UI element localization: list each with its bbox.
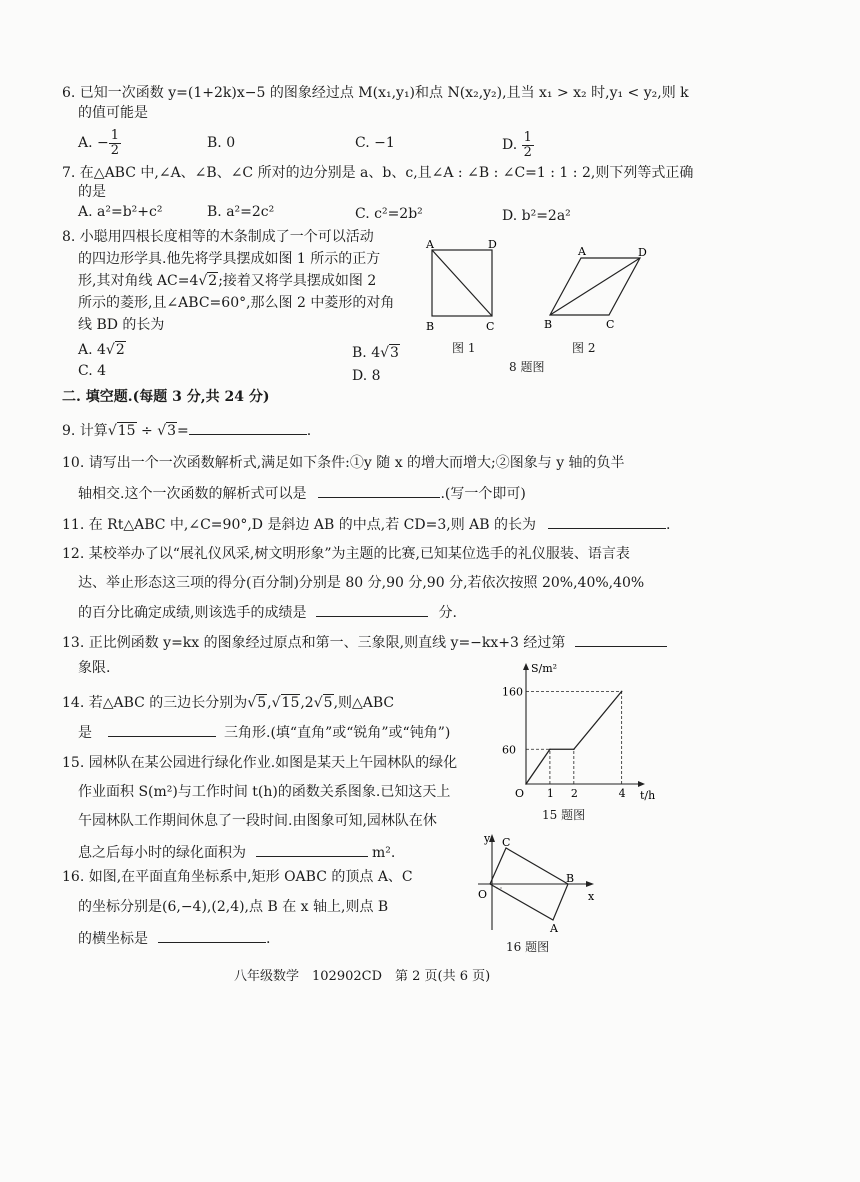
origin-label: O [515,787,525,800]
fig2-label-d: D [638,246,647,259]
q10-answer-blank[interactable] [318,483,440,498]
q14-line1: 14. 若△ABC 的三边长分别为√5,√15,2√5,则△ABC [62,695,395,711]
y-axis-label: S/m² [531,662,558,675]
fig2-label-c: C [606,318,615,331]
q15-caption: 15 题图 [542,808,586,822]
q7-option-c: C. c²=2b² [355,206,423,222]
q15-chart [496,662,656,804]
q8-figure-caption: 8 题图 [509,360,545,374]
x-tick-label: 2 [570,787,578,800]
q7-option-d: D. b²=2a² [502,208,571,224]
q10-line2: 轴相交.这个一次函数的解析式可以是 .(写一个即可) [78,483,526,503]
q7-line2: 的是 [78,184,106,200]
q8-line4: 所示的菱形,且∠ABC=60°,那么图 2 中菱形的对角 [78,295,395,311]
q14-line2: 是 三角形.(填“直角”或“锐角”或“钝角”) [78,722,450,742]
q16-label-b: B [566,872,575,885]
data-point [573,748,575,750]
y-tick-label: 60 [502,743,516,757]
q13-answer-blank[interactable] [575,632,667,647]
q9: 9. 计算√15 ÷ √3= . [62,420,311,440]
q16-line1: 16. 如图,在平面直角坐标系中,矩形 OABC 的顶点 A、C [62,869,413,885]
fig1-label-a: A [426,238,434,251]
q16-label-a: A [550,922,558,935]
q16-line2: 的坐标分别是(6,−4),(2,4),点 B 在 x 轴上,则点 B [78,899,389,915]
q8-figure1-square [420,236,506,336]
q11-answer-blank[interactable] [548,514,666,529]
q7-line1: 7. 在△ABC 中,∠A、∠B、∠C 所对的边分别是 a、b、c,且∠A : ∠B : ∠C=1 : 1 : 2,则下列等式正确 [62,165,694,181]
q15-line4: 息之后每小时的绿化面积为 m². [78,842,395,862]
series-line [526,691,622,784]
fig1-label-b: B [426,320,435,333]
fig1-label-d: D [488,238,497,251]
q12-line2: 达、举止形态这三项的得分(百分制)分别是 80 分,90 分,90 分,若依次按照 20%,40%,40% [78,575,645,591]
q12-answer-blank[interactable] [316,602,428,617]
q15-line1: 15. 园林队在某公园进行绿化作业.如图是某天上午园林队的绿化 [62,755,458,771]
q11: 11. 在 Rt△ABC 中,∠C=90°,D 是斜边 AB 的中点,若 CD=3,则 AB 的长为 . [62,514,670,534]
q16-line3: 的横坐标是 . [78,928,270,948]
q15-line2: 作业面积 S(m²)与工作时间 t(h)的函数关系图象.已知这天上 [78,784,451,800]
q8-line2: 的四边形学具.他先将学具摆成如图 1 所示的正方 [78,251,381,267]
q16-label-c: C [502,836,511,849]
q14-answer-blank[interactable] [108,722,216,737]
fig1-label-c: C [486,320,495,333]
q15-answer-blank[interactable] [256,842,368,857]
fig1-caption: 图 1 [452,341,476,355]
fig2-label-b: B [544,318,553,331]
x-tick-label: 4 [618,787,626,800]
q7-option-a: A. a²=b²+c² [78,204,163,220]
q6-line1: 6. 已知一次函数 y=(1+2k)x−5 的图象经过点 M(x₁,y₁)和点 N(x₂,y₂),且当 x₁ > x₂ 时,y₁ < y₂,则 k [62,85,689,101]
q8-line5: 线 BD 的长为 [78,317,165,333]
q13-line2: 象限. [78,660,111,676]
fig2-caption: 图 2 [572,341,596,355]
page-footer: 八年级数学 102902CD 第 2 页(共 6 页) [234,969,491,984]
q8-figure2-rhombus [540,244,656,336]
data-point [549,748,551,750]
y-axis-arrow [523,663,529,670]
section2-heading: 二. 填空题.(每题 3 分,共 24 分) [62,389,270,405]
q10-line1: 10. 请写出一个一次函数解析式,满足如下条件:①y 随 x 的增大而增大;②图象与 y 轴的负半 [62,455,625,471]
q16-label-x: x [588,890,595,903]
x-tick-label: 1 [546,787,554,800]
q6-line2: 的值可能是 [78,105,148,121]
fig2-label-a: A [578,245,586,258]
q16-answer-blank[interactable] [158,928,266,943]
q16-figure [470,830,600,938]
data-point [621,691,623,693]
q6-option-c: C. −1 [355,135,395,151]
q13-line1: 13. 正比例函数 y=kx 的图象经过原点和第一、三象限,则直线 y=−kx+3 经过第 [62,632,667,652]
x-axis-label: t/h [640,789,656,802]
q16-caption: 16 题图 [506,940,550,954]
q12-line1: 12. 某校举办了以“展礼仪风采,树文明形象”为主题的比赛,已知某位选手的礼仪服装、语言表 [62,546,630,562]
q12-line3: 的百分比确定成绩,则该选手的成绩是 分. [78,602,457,622]
q6-option-d: D. $\frac{1}{2}$ [502,129,532,160]
q9-answer-blank[interactable] [189,420,307,435]
q8-option-b: B. 4√3 [352,345,399,361]
q6-option-a: A. − $\frac{1}{2}$ [78,127,120,158]
q6-option-b: B. 0 [207,135,236,151]
q8-line1: 8. 小聪用四根长度相等的木条制成了一个可以活动 [62,229,374,245]
q8-option-d: D. 8 [352,368,381,384]
y-tick-label: 160 [502,685,523,699]
q15-line3: 午园林队工作期间休息了一段时间.由图象可知,园林队在休 [78,813,437,829]
x-axis-arrow [638,781,645,787]
q8-option-a: A. 4√2 [78,342,125,358]
data-point [525,783,527,785]
q8-line3: 形,其对角线 AC=4√2;接着又将学具摆成如图 2 [78,273,377,289]
q8-option-c: C. 4 [78,363,107,379]
q7-option-b: B. a²=2c² [207,204,275,220]
q16-label-y: y [484,832,491,845]
q16-label-o: O [478,888,488,901]
